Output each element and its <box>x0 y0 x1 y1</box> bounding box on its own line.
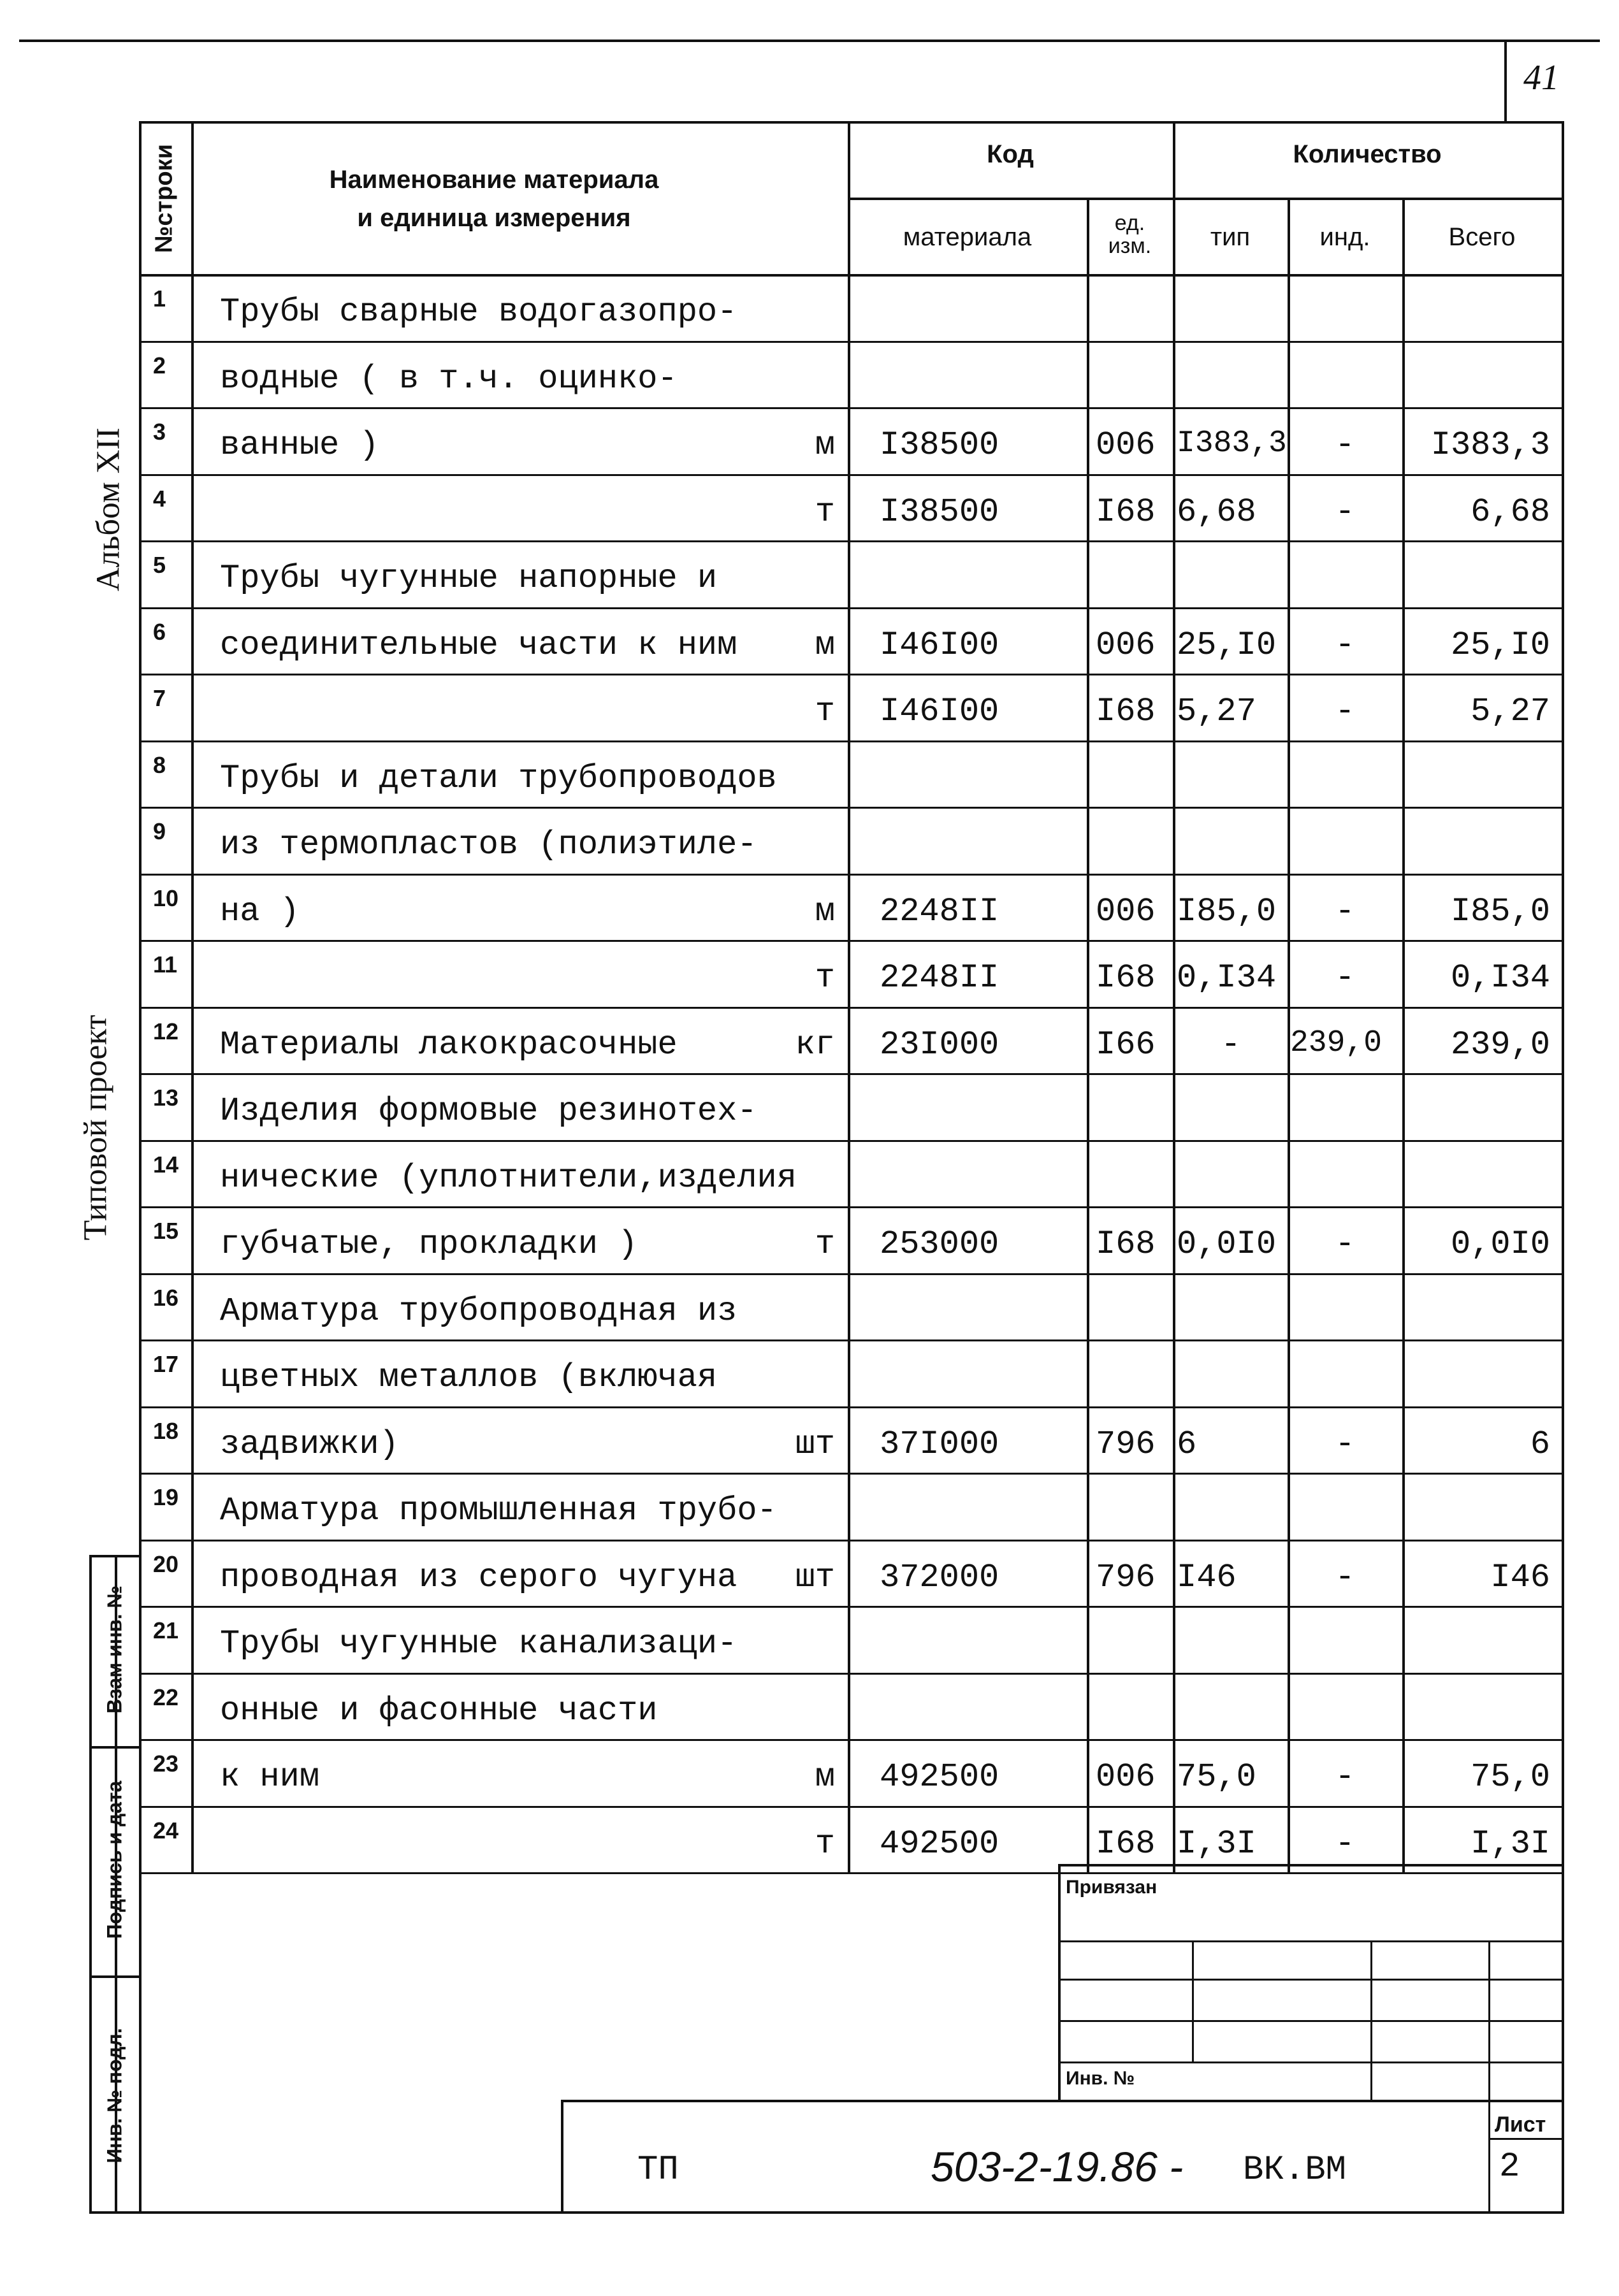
row-line-3 <box>139 474 1562 476</box>
row-name: цветных металлов (включая <box>220 1359 718 1396</box>
tb-privyazan: Привязан <box>1066 1877 1158 1898</box>
row-unit-code: I68 <box>1096 959 1156 997</box>
row-number: 14 <box>153 1151 179 1178</box>
row-line-9 <box>139 874 1562 876</box>
row-number: 16 <box>153 1284 179 1311</box>
row-name: Изделия формовые резинотех- <box>220 1092 757 1130</box>
row-number: 10 <box>153 884 179 911</box>
row-ind: - <box>1335 1558 1355 1596</box>
row-typ: 25,I0 <box>1177 626 1277 664</box>
row-number: 5 <box>153 552 166 578</box>
table-col-1 <box>191 121 194 1872</box>
row-line-4 <box>139 540 1562 542</box>
row-line-2 <box>139 407 1562 409</box>
header-material: материала <box>903 223 1032 251</box>
row-typ: 0,0I0 <box>1177 1225 1277 1263</box>
row-typ: I,3I <box>1177 1824 1256 1863</box>
tb-col-1 <box>1192 1940 1194 2061</box>
tb-tp: ТП <box>637 2151 679 2190</box>
row-line-12 <box>139 1073 1562 1075</box>
row-number: 13 <box>153 1085 179 1111</box>
row-unit-code: 006 <box>1096 1758 1156 1796</box>
row-number: 6 <box>153 618 166 645</box>
stamp-line-2 <box>89 1746 140 1749</box>
row-code: I46I00 <box>880 626 999 664</box>
row-number: 17 <box>153 1351 179 1377</box>
row-total: I46 <box>1490 1558 1550 1596</box>
row-number: 1 <box>153 285 166 312</box>
tb-doc-suffix: ВК.ВМ <box>1243 2151 1347 2190</box>
row-number: 11 <box>153 951 178 978</box>
row-unit: т <box>815 493 835 531</box>
row-line-8 <box>139 807 1562 809</box>
row-number: 2 <box>153 352 166 379</box>
row-name: из термопластов (полиэтиле- <box>220 826 757 863</box>
row-name: Трубы чугунные канализаци- <box>220 1625 737 1663</box>
row-code: 372000 <box>880 1558 999 1596</box>
row-number: 7 <box>153 685 166 711</box>
row-unit-code: I68 <box>1096 493 1156 531</box>
row-number: 12 <box>153 1018 179 1044</box>
header-ind: инд. <box>1319 223 1370 251</box>
row-name: Арматура трубопроводная из <box>220 1292 737 1330</box>
row-number: 19 <box>153 1484 179 1510</box>
row-unit-code: 796 <box>1096 1558 1156 1596</box>
row-number: 9 <box>153 818 166 844</box>
tb-sheet-no: 2 <box>1499 2148 1520 2186</box>
row-code: 23I000 <box>880 1025 999 1064</box>
tb-line-1 <box>1058 1940 1562 1942</box>
row-name: Трубы сварные водогазопро- <box>220 293 737 331</box>
row-line-11 <box>139 1007 1562 1009</box>
row-typ: 75,0 <box>1177 1758 1256 1796</box>
row-code: 492500 <box>880 1824 999 1863</box>
row-name: онные и фасонные части <box>220 1691 658 1729</box>
header-name-1: Наименование материала <box>329 166 659 194</box>
header-unit-code: ед. изм. <box>1108 211 1152 258</box>
row-code: 253000 <box>880 1225 999 1263</box>
row-unit: м <box>815 1758 835 1796</box>
row-unit: т <box>815 693 835 730</box>
row-unit: т <box>815 959 835 997</box>
row-name: Трубы и детали трубопроводов <box>220 759 777 797</box>
tb-inv-no: Инв. № <box>1066 2068 1135 2089</box>
row-unit: шт <box>795 1425 835 1463</box>
row-name: задвижки) <box>220 1425 399 1463</box>
row-name: к ним <box>220 1758 320 1796</box>
row-number: 4 <box>153 485 166 512</box>
row-unit-code: I66 <box>1096 1025 1156 1064</box>
row-typ: - <box>1221 1025 1241 1064</box>
tb-col-2 <box>1370 1940 1372 2100</box>
header-bottom <box>139 274 1562 277</box>
tb-col-3 <box>1488 1940 1490 2211</box>
row-unit-code: I68 <box>1096 1225 1156 1263</box>
table-col-6 <box>1402 198 1405 1872</box>
header-typ: тип <box>1210 223 1251 251</box>
row-line-13 <box>139 1140 1562 1142</box>
row-typ: 5,27 <box>1177 693 1256 730</box>
row-unit: кг <box>795 1025 835 1064</box>
row-line-23 <box>139 1806 1562 1808</box>
stamp-line-1 <box>89 1555 140 1557</box>
table-col-2 <box>848 121 850 1872</box>
row-number: 22 <box>153 1684 179 1710</box>
row-ind: - <box>1335 1425 1355 1463</box>
row-total: I383,3 <box>1430 426 1550 464</box>
stamp-main-top <box>561 2100 1562 2102</box>
row-number: 23 <box>153 1751 179 1777</box>
row-line-24 <box>139 1872 1562 1874</box>
row-name: соединительные части к ним <box>220 626 737 664</box>
tb-left <box>1058 1864 1061 2100</box>
frame-left-bottom <box>139 1746 142 2211</box>
table-top <box>139 121 1562 124</box>
row-name: ванные ) <box>220 426 379 464</box>
row-typ: I383,3 <box>1177 426 1287 461</box>
row-code: I38500 <box>880 426 999 464</box>
row-unit-code: 006 <box>1096 892 1156 930</box>
stamp-inv-podl: Инв. № подл. <box>103 2028 126 2163</box>
row-line-14 <box>139 1206 1562 1208</box>
row-ind: - <box>1335 1225 1355 1263</box>
row-unit: м <box>815 626 835 664</box>
row-total: 6,68 <box>1470 493 1550 531</box>
table-col-3 <box>1087 198 1089 1872</box>
row-name: нические (уплотнители,изделия <box>220 1159 797 1197</box>
row-unit: м <box>815 426 835 464</box>
row-name: Трубы чугунные напорные и <box>220 560 718 597</box>
row-name: Материалы лакокрасочные <box>220 1025 678 1064</box>
row-line-15 <box>139 1273 1562 1275</box>
row-code: I46I00 <box>880 693 999 730</box>
row-total: 5,27 <box>1470 693 1550 730</box>
row-name: водные ( в т.ч. оцинко- <box>220 359 678 398</box>
row-name: проводная из серого чугуна <box>220 1558 737 1596</box>
row-name: на ) <box>220 892 300 930</box>
row-line-7 <box>139 740 1562 742</box>
frame-right-bottom <box>1562 1746 1564 2211</box>
row-unit-code: I68 <box>1096 693 1156 730</box>
row-code: 2248II <box>880 959 999 997</box>
header-mid <box>848 198 1562 200</box>
row-unit: т <box>815 1225 835 1263</box>
row-unit-code: 796 <box>1096 1425 1156 1463</box>
row-number: 15 <box>153 1218 179 1244</box>
row-unit: т <box>815 1824 835 1863</box>
row-total: I85,0 <box>1450 892 1550 930</box>
row-total: 75,0 <box>1470 1758 1550 1796</box>
stamp-line-3 <box>89 1975 140 1978</box>
row-total: 0,I34 <box>1450 959 1550 997</box>
row-line-18 <box>139 1473 1562 1475</box>
row-typ: I85,0 <box>1177 892 1277 930</box>
row-line-22 <box>139 1739 1562 1741</box>
row-total: 6 <box>1530 1425 1550 1463</box>
row-line-17 <box>139 1406 1562 1408</box>
row-ind: - <box>1335 959 1355 997</box>
page-number: 41 <box>1523 58 1559 97</box>
tb-line-4 <box>1058 2061 1562 2063</box>
row-code: I38500 <box>880 493 999 531</box>
row-number: 21 <box>153 1617 179 1643</box>
row-name: губчатые, прокладки ) <box>220 1225 638 1263</box>
tb-doc-code: 503-2-19.86 - <box>931 2143 1184 2190</box>
row-number: 24 <box>153 1817 179 1844</box>
header-qty: Количество <box>1293 140 1442 168</box>
row-line-16 <box>139 1339 1562 1341</box>
stamp-main-left <box>561 2100 563 2211</box>
row-name: Арматура промышленная трубо- <box>220 1492 777 1529</box>
row-typ: 6 <box>1177 1425 1197 1463</box>
row-typ: I46 <box>1177 1558 1237 1596</box>
row-line-5 <box>139 607 1562 609</box>
header-total: Всего <box>1448 223 1516 251</box>
row-total: I,3I <box>1470 1824 1550 1863</box>
table-col-7 <box>1562 121 1564 1872</box>
row-total: 0,0I0 <box>1450 1225 1550 1263</box>
row-ind: - <box>1335 493 1355 531</box>
row-ind: - <box>1335 1758 1355 1796</box>
stamp-podpis: Подпись и дата <box>103 1780 126 1939</box>
row-ind: 239,0 <box>1290 1025 1383 1060</box>
row-ind: - <box>1335 693 1355 730</box>
row-total: 239,0 <box>1450 1025 1550 1064</box>
row-line-10 <box>139 940 1562 942</box>
table-col-0 <box>139 121 142 1872</box>
tb-sheet-label: Лист <box>1495 2112 1546 2137</box>
stamp-vzam-inv: Взам инв. № <box>103 1585 126 1714</box>
row-code: 492500 <box>880 1758 999 1796</box>
row-ind: - <box>1335 1824 1355 1863</box>
tb-top <box>1058 1864 1562 1866</box>
row-ind: - <box>1335 892 1355 930</box>
table-col-4 <box>1173 121 1175 1872</box>
row-total: 25,I0 <box>1450 626 1550 664</box>
tb-line-3 <box>1058 2020 1562 2022</box>
stamp-line-4 <box>89 2211 140 2214</box>
row-typ: 6,68 <box>1177 493 1256 531</box>
row-unit: шт <box>795 1558 835 1596</box>
side-label-project: Типовой проект <box>77 1014 114 1241</box>
row-line-6 <box>139 674 1562 675</box>
row-line-20 <box>139 1606 1562 1608</box>
row-line-19 <box>139 1540 1562 1541</box>
row-ind: - <box>1335 426 1355 464</box>
row-unit-code: 006 <box>1096 626 1156 664</box>
row-line-21 <box>139 1673 1562 1675</box>
row-unit-code: I68 <box>1096 1824 1156 1863</box>
sheet-label-line <box>1488 2138 1562 2140</box>
header-code: Код <box>987 140 1034 168</box>
stamp-border-left <box>89 1555 92 2211</box>
row-unit-code: 006 <box>1096 426 1156 464</box>
frame-bottom <box>139 2211 1564 2214</box>
tb-line-2 <box>1058 1979 1562 1981</box>
row-code: 2248II <box>880 892 999 930</box>
row-number: 18 <box>153 1417 179 1444</box>
row-ind: - <box>1335 626 1355 664</box>
row-number: 3 <box>153 419 166 445</box>
side-label-album: Альбом XII <box>90 428 127 591</box>
header-name-2: и единица измерения <box>357 204 631 232</box>
header-row-no: №строки <box>150 144 178 253</box>
row-number: 20 <box>153 1550 179 1577</box>
row-number: 8 <box>153 751 166 778</box>
row-code: 37I000 <box>880 1425 999 1463</box>
row-typ: 0,I34 <box>1177 959 1277 997</box>
row-line-1 <box>139 341 1562 343</box>
row-unit: м <box>815 892 835 930</box>
